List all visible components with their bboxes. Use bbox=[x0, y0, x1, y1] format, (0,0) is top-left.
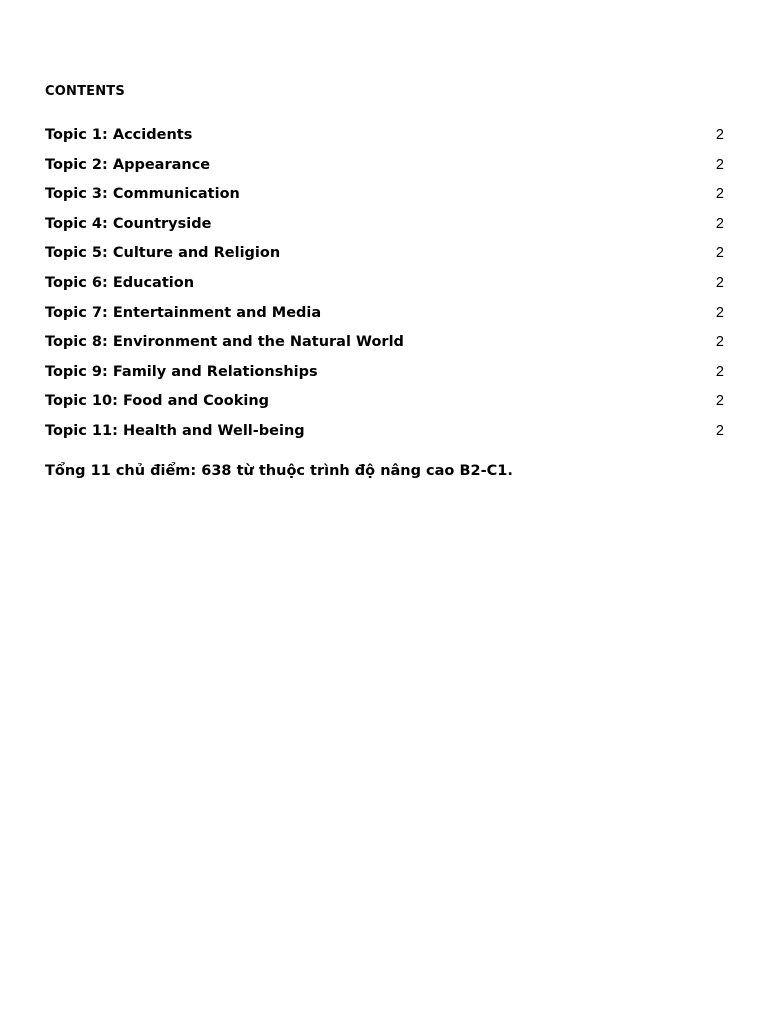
toc-entry-title[interactable]: Topic 8: Environment and the Natural World bbox=[45, 334, 404, 351]
toc-entry-page-number[interactable]: 2 bbox=[715, 422, 724, 439]
toc-entry-topic-7[interactable] bbox=[45, 303, 724, 333]
toc-entry-page-number[interactable]: 2 bbox=[715, 245, 724, 262]
toc-entry-page-number[interactable]: 2 bbox=[715, 304, 724, 321]
toc-entry-topic-11[interactable] bbox=[45, 421, 724, 451]
toc-entry-topic-5[interactable] bbox=[45, 243, 724, 273]
toc-entry-page-number[interactable]: 2 bbox=[715, 215, 724, 232]
toc-entry-title[interactable]: Topic 4: Countryside bbox=[45, 215, 212, 232]
toc-entry-page-number[interactable]: 2 bbox=[715, 274, 724, 291]
table-of-contents bbox=[45, 125, 724, 451]
toc-entry-topic-8[interactable] bbox=[45, 332, 724, 362]
vocabulary-summary: Tổng 11 chủ điểm: 638 từ thuộc trình độ nâng cao B2-C1. bbox=[45, 463, 513, 479]
toc-entry-topic-2[interactable] bbox=[45, 155, 724, 185]
toc-entry-title[interactable]: Topic 11: Health and Well-being bbox=[45, 422, 305, 439]
toc-entry-title[interactable]: Topic 6: Education bbox=[45, 274, 195, 291]
toc-entry-topic-3[interactable] bbox=[45, 184, 724, 214]
toc-entry-page-number[interactable]: 2 bbox=[715, 156, 724, 173]
contents-heading: CONTENTS bbox=[45, 84, 125, 99]
toc-entry-page-number[interactable]: 2 bbox=[715, 334, 724, 351]
toc-entry-title[interactable]: Topic 7: Entertainment and Media bbox=[45, 304, 322, 321]
toc-entry-title[interactable]: Topic 5: Culture and Religion bbox=[45, 245, 281, 262]
toc-entry-title[interactable]: Topic 3: Communication bbox=[45, 186, 240, 203]
toc-entry-page-number[interactable]: 2 bbox=[715, 186, 724, 203]
toc-entry-topic-10[interactable] bbox=[45, 391, 724, 421]
toc-entry-title[interactable]: Topic 1: Accidents bbox=[45, 127, 193, 143]
toc-entry-topic-9[interactable] bbox=[45, 362, 724, 392]
toc-entry-page-number[interactable]: 2 bbox=[715, 127, 724, 143]
toc-entry-title[interactable]: Topic 2: Appearance bbox=[45, 156, 211, 173]
toc-entry-topic-6[interactable] bbox=[45, 273, 724, 303]
toc-entry-topic-1[interactable] bbox=[45, 125, 724, 155]
toc-entry-topic-4[interactable] bbox=[45, 214, 724, 244]
toc-entry-page-number[interactable]: 2 bbox=[715, 363, 724, 380]
toc-entry-title[interactable]: Topic 10: Food and Cooking bbox=[45, 393, 270, 410]
toc-entry-title[interactable]: Topic 9: Family and Relationships bbox=[45, 363, 318, 380]
toc-entry-page-number[interactable]: 2 bbox=[715, 393, 724, 410]
